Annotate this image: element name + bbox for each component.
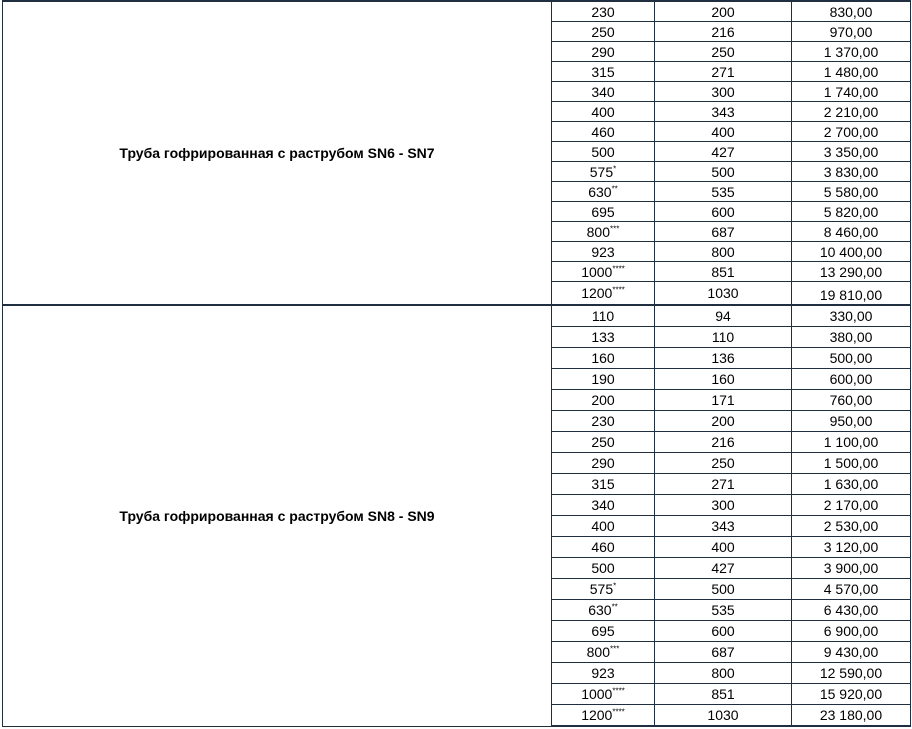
price-cell: 15 920,00 <box>792 684 911 705</box>
product-group-sn6-sn7 <box>3 1 911 305</box>
inner-diameter-cell: 400 <box>655 537 792 558</box>
outer-diameter-value: 923 <box>591 243 615 260</box>
outer-diameter-cell <box>552 202 655 222</box>
price-cell: 2 530,00 <box>792 516 911 537</box>
outer-diameter-value: 400 <box>591 518 615 534</box>
price-cell: 760,00 <box>792 390 911 411</box>
inner-diameter-cell: 94 <box>655 305 792 327</box>
inner-diameter-cell: 600 <box>655 621 792 642</box>
outer-diameter-value: 460 <box>591 123 615 140</box>
outer-diameter-value: 800 <box>586 644 610 660</box>
price-cell: 5 580,00 <box>792 182 911 202</box>
price-cell: 23 180,00 <box>792 705 911 727</box>
inner-diameter-cell: 300 <box>655 495 792 516</box>
outer-diameter-value: 630 <box>588 183 612 200</box>
inner-diameter-cell: 200 <box>655 411 792 432</box>
outer-diameter-value: 315 <box>591 476 615 492</box>
outer-diameter-cell <box>552 162 655 182</box>
price-cell: 4 570,00 <box>792 579 911 600</box>
inner-diameter-cell: 271 <box>655 474 792 495</box>
outer-diameter-value: 500 <box>591 560 615 576</box>
outer-diameter-cell <box>552 558 655 579</box>
outer-diameter-value: 340 <box>591 497 615 513</box>
outer-diameter-cell <box>552 82 655 102</box>
outer-diameter-value: 290 <box>591 455 615 471</box>
price-cell: 330,00 <box>792 305 911 327</box>
outer-diameter-cell <box>552 390 655 411</box>
inner-diameter-cell: 535 <box>655 182 792 202</box>
inner-diameter-cell: 687 <box>655 222 792 242</box>
price-cell: 3 900,00 <box>792 558 911 579</box>
price-cell: 12 590,00 <box>792 663 911 684</box>
outer-diameter-cell <box>552 1 655 22</box>
table-row <box>3 305 911 327</box>
footnote-mark: * <box>613 163 617 173</box>
outer-diameter-value: 695 <box>591 203 615 220</box>
price-cell: 10 400,00 <box>792 242 911 262</box>
outer-diameter-cell <box>552 327 655 348</box>
outer-diameter-value: 315 <box>591 63 615 80</box>
outer-diameter-cell <box>552 432 655 453</box>
outer-diameter-cell <box>552 182 655 202</box>
outer-diameter-cell <box>552 242 655 262</box>
product-group-sn8-sn9 <box>3 305 911 726</box>
outer-diameter-value: 1200 <box>581 285 613 301</box>
inner-diameter-cell: 250 <box>655 453 792 474</box>
inner-diameter-cell: 343 <box>655 102 792 122</box>
price-cell: 1 500,00 <box>792 453 911 474</box>
outer-diameter-value: 500 <box>591 143 615 160</box>
outer-diameter-value: 230 <box>591 413 615 429</box>
outer-diameter-cell <box>552 369 655 390</box>
inner-diameter-cell: 851 <box>655 262 792 282</box>
outer-diameter-value: 695 <box>591 623 615 639</box>
outer-diameter-value: 923 <box>591 665 615 681</box>
outer-diameter-cell <box>552 411 655 432</box>
price-cell: 970,00 <box>792 22 911 42</box>
outer-diameter-cell <box>552 474 655 495</box>
price-cell: 600,00 <box>792 369 911 390</box>
outer-diameter-value: 1000 <box>581 263 613 280</box>
outer-diameter-cell <box>552 142 655 162</box>
inner-diameter-cell: 343 <box>655 516 792 537</box>
price-cell: 830,00 <box>792 1 911 22</box>
price-table <box>2 0 911 727</box>
product-name-cell: Труба гофрированная с раструбом SN6 - SN7 <box>3 1 552 305</box>
price-cell: 1 100,00 <box>792 432 911 453</box>
outer-diameter-value: 1000 <box>581 686 613 702</box>
footnote-mark: ** <box>611 183 618 193</box>
inner-diameter-cell: 1030 <box>655 705 792 727</box>
outer-diameter-value: 190 <box>591 371 615 387</box>
footnote-mark: **** <box>612 285 625 295</box>
price-cell: 380,00 <box>792 327 911 348</box>
outer-diameter-cell <box>552 600 655 621</box>
outer-diameter-cell <box>552 621 655 642</box>
outer-diameter-cell <box>552 282 655 306</box>
inner-diameter-cell: 110 <box>655 327 792 348</box>
inner-diameter-cell: 535 <box>655 600 792 621</box>
price-cell: 1 370,00 <box>792 42 911 62</box>
outer-diameter-value: 290 <box>591 43 615 60</box>
inner-diameter-cell: 1030 <box>655 282 792 306</box>
inner-diameter-cell: 250 <box>655 42 792 62</box>
inner-diameter-cell: 136 <box>655 348 792 369</box>
outer-diameter-cell <box>552 684 655 705</box>
table-row <box>3 1 911 22</box>
outer-diameter-cell <box>552 579 655 600</box>
inner-diameter-cell: 687 <box>655 642 792 663</box>
inner-diameter-cell: 300 <box>655 82 792 102</box>
price-cell: 1 480,00 <box>792 62 911 82</box>
price-cell: 19 810,00 <box>792 282 911 306</box>
outer-diameter-cell <box>552 62 655 82</box>
inner-diameter-cell: 427 <box>655 142 792 162</box>
outer-diameter-cell <box>552 537 655 558</box>
inner-diameter-cell: 600 <box>655 202 792 222</box>
product-name-cell: Труба гофрированная с раструбом SN8 - SN9 <box>3 305 552 726</box>
footnote-mark: ** <box>611 602 618 612</box>
price-cell: 8 460,00 <box>792 222 911 242</box>
outer-diameter-value: 800 <box>586 223 610 240</box>
outer-diameter-value: 250 <box>591 434 615 450</box>
outer-diameter-cell <box>552 642 655 663</box>
outer-diameter-value: 110 <box>591 308 615 324</box>
outer-diameter-cell <box>552 102 655 122</box>
price-cell: 3 120,00 <box>792 537 911 558</box>
outer-diameter-cell <box>552 305 655 327</box>
outer-diameter-cell <box>552 22 655 42</box>
inner-diameter-cell: 171 <box>655 390 792 411</box>
price-cell: 950,00 <box>792 411 911 432</box>
price-cell: 2 700,00 <box>792 122 911 142</box>
outer-diameter-value: 133 <box>591 329 615 345</box>
outer-diameter-cell <box>552 705 655 727</box>
outer-diameter-value: 230 <box>591 3 615 20</box>
inner-diameter-cell: 800 <box>655 242 792 262</box>
outer-diameter-cell <box>552 348 655 369</box>
outer-diameter-value: 460 <box>591 539 615 555</box>
price-cell: 6 900,00 <box>792 621 911 642</box>
footnote-mark: *** <box>610 644 620 654</box>
outer-diameter-cell <box>552 516 655 537</box>
price-cell: 3 830,00 <box>792 162 911 182</box>
outer-diameter-value: 575 <box>589 581 614 597</box>
outer-diameter-value: 160 <box>591 350 615 366</box>
price-cell: 6 430,00 <box>792 600 911 621</box>
footnote-mark: * <box>613 581 617 591</box>
outer-diameter-cell <box>552 122 655 142</box>
outer-diameter-cell <box>552 262 655 282</box>
outer-diameter-value: 1200 <box>581 707 613 723</box>
inner-diameter-cell: 800 <box>655 663 792 684</box>
inner-diameter-cell: 216 <box>655 22 792 42</box>
outer-diameter-value: 630 <box>588 602 612 618</box>
price-cell: 5 820,00 <box>792 202 911 222</box>
footnote-mark: **** <box>612 707 625 717</box>
inner-diameter-cell: 500 <box>655 162 792 182</box>
price-cell: 1 630,00 <box>792 474 911 495</box>
outer-diameter-value: 575 <box>589 163 614 180</box>
inner-diameter-cell: 851 <box>655 684 792 705</box>
outer-diameter-value: 250 <box>591 23 615 40</box>
price-cell: 1 740,00 <box>792 82 911 102</box>
footnote-mark: *** <box>610 223 620 233</box>
price-cell: 9 430,00 <box>792 642 911 663</box>
inner-diameter-cell: 427 <box>655 558 792 579</box>
outer-diameter-cell <box>552 663 655 684</box>
inner-diameter-cell: 400 <box>655 122 792 142</box>
price-cell: 2 170,00 <box>792 495 911 516</box>
footnote-mark: **** <box>612 686 625 696</box>
price-cell: 3 350,00 <box>792 142 911 162</box>
outer-diameter-cell <box>552 42 655 62</box>
price-cell: 13 290,00 <box>792 262 911 282</box>
price-cell: 500,00 <box>792 348 911 369</box>
footnote-mark: **** <box>612 263 625 273</box>
outer-diameter-value: 400 <box>591 103 615 120</box>
outer-diameter-value: 200 <box>591 392 615 408</box>
price-cell: 2 210,00 <box>792 102 911 122</box>
inner-diameter-cell: 216 <box>655 432 792 453</box>
outer-diameter-cell <box>552 495 655 516</box>
inner-diameter-cell: 160 <box>655 369 792 390</box>
outer-diameter-value: 340 <box>591 83 615 100</box>
inner-diameter-cell: 200 <box>655 1 792 22</box>
inner-diameter-cell: 500 <box>655 579 792 600</box>
outer-diameter-cell <box>552 222 655 242</box>
outer-diameter-cell <box>552 453 655 474</box>
inner-diameter-cell: 271 <box>655 62 792 82</box>
